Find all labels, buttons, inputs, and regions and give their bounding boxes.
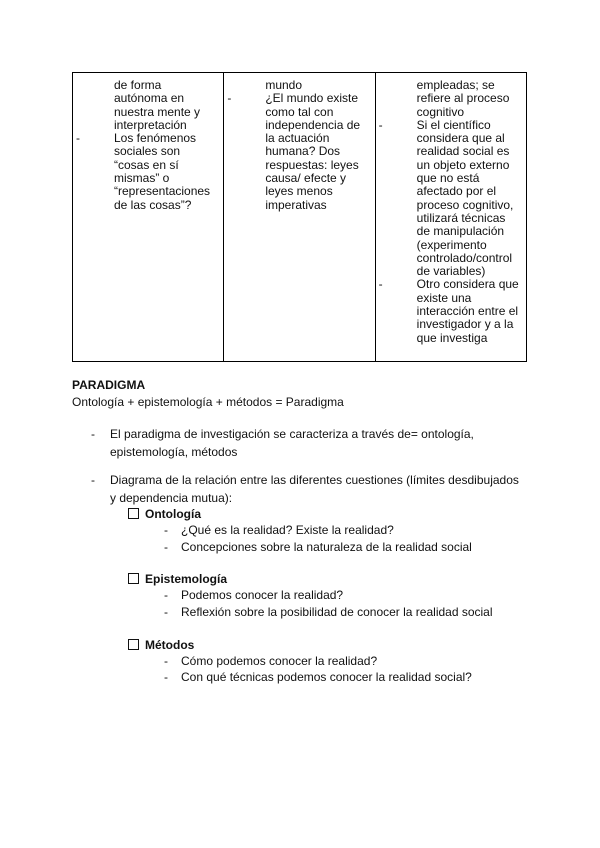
- section-heading: PARADIGMA: [72, 378, 146, 392]
- cell-text-line: independencia de: [265, 117, 361, 132]
- cell-text-line: autónoma en: [114, 91, 185, 106]
- cell-text-line: Otro considera que: [416, 277, 519, 292]
- dash-bullet: -: [91, 473, 95, 487]
- cell-text-line: existe una: [416, 290, 472, 305]
- list-item: [91, 472, 531, 507]
- dash-bullet: -: [227, 91, 232, 106]
- cell-text-line: que no está: [416, 171, 480, 186]
- cell-text-line: considera que al: [416, 131, 505, 146]
- cell-text-line: (experimento: [416, 237, 487, 252]
- cell-text-line: como tal con: [265, 104, 334, 119]
- cell-text-line: interacción entre el: [416, 304, 519, 319]
- cell-text-line: Los fenómenos: [114, 131, 197, 146]
- list-item: [164, 540, 472, 555]
- list-item-line: epistemología, métodos: [110, 444, 238, 459]
- dash-bullet: -: [91, 427, 95, 441]
- cell-text-line: utilizará técnicas: [416, 210, 506, 225]
- cell-text-line: “cosas en sí: [114, 157, 179, 172]
- cell-text-line: realidad social es: [416, 144, 510, 159]
- cell-text-line: ¿El mundo existe: [265, 91, 359, 106]
- cell-text-line: de las cosas”?: [114, 197, 192, 212]
- cell-text-line: Si el científico: [416, 117, 491, 132]
- paradigm-formula: Ontología + epistemología + métodos = Paradigma: [72, 395, 344, 409]
- section-title: Métodos: [145, 638, 195, 652]
- list-item-text: Concepciones sobre la naturaleza de la realidad social: [181, 540, 472, 554]
- cell-text-line: interpretación: [114, 117, 187, 132]
- cell-text-line: investigador y a la: [416, 317, 514, 332]
- list-item: [164, 523, 394, 538]
- cell-text-line: controlado/control: [416, 250, 513, 265]
- table-cell-3: [375, 73, 526, 361]
- section-epistemologia: [128, 572, 227, 587]
- cell-text-line: empleadas; se: [416, 78, 495, 92]
- dash-bullet: -: [76, 131, 80, 146]
- cell-text-line: humana? Dos: [265, 144, 341, 159]
- list-item: [91, 426, 531, 461]
- section-title: Epistemología: [145, 572, 228, 586]
- cell-text-line: refiere al proceso: [416, 91, 510, 106]
- cell-text-line: la actuación: [265, 131, 330, 146]
- cell-text-line: proceso cognitivo,: [416, 197, 514, 212]
- list-item-line: El paradigma de investigación se caracteriza a través de= ontología,: [110, 427, 474, 441]
- cell-text-line: “representaciones: [114, 184, 211, 199]
- comparison-table: [72, 72, 527, 362]
- cell-text-line: sociales son: [114, 144, 181, 159]
- cell-text-line: cognitivo: [416, 104, 465, 119]
- list-item-line: y dependencia mutua):: [110, 490, 233, 505]
- cell-text-line: un objeto externo: [416, 157, 510, 172]
- dash-bullet: -: [164, 605, 168, 619]
- checkbox-icon: [128, 573, 139, 584]
- cell-text-line: respuestas: leyes: [265, 157, 359, 172]
- list-item: [164, 605, 493, 620]
- checkbox-icon: [128, 508, 139, 519]
- cell-bullet: [227, 91, 366, 212]
- cell-text-line: de variables): [416, 264, 486, 279]
- cell-text-line: que investiga: [416, 330, 488, 345]
- cell-text-line: de forma: [114, 78, 162, 92]
- list-item-text: ¿Qué es la realidad? Existe la realidad?: [181, 523, 394, 537]
- cell-bullet: [378, 117, 521, 279]
- dash-bullet: -: [164, 588, 168, 602]
- dash-bullet: -: [378, 117, 383, 132]
- list-item: [164, 670, 472, 685]
- cell-text-line: leyes menos: [265, 184, 333, 199]
- cell-text-line: imperativas: [265, 197, 327, 212]
- list-item-line: Diagrama de la relación entre las diferentes cuestiones (límites desdibujados: [110, 473, 519, 487]
- cell-text-line: de manipulación: [416, 224, 505, 239]
- dash-bullet: -: [378, 277, 383, 292]
- section-metodos: [128, 638, 194, 653]
- list-item-text: Reflexión sobre la posibilidad de conocer la realidad social: [181, 605, 493, 619]
- checkbox-icon: [128, 639, 139, 650]
- cell-text-line: mundo: [265, 78, 303, 92]
- dash-bullet: -: [164, 540, 168, 554]
- section-title: Ontología: [145, 507, 201, 521]
- dash-bullet: -: [164, 670, 168, 684]
- list-item: [164, 588, 343, 603]
- cell-text-line: causa/ efecte y: [265, 171, 347, 186]
- table-cell-1: [73, 73, 223, 361]
- list-item-text: Podemos conocer la realidad?: [181, 588, 344, 602]
- list-item: [164, 654, 377, 669]
- list-item-text: Cómo podemos conocer la realidad?: [181, 654, 378, 668]
- cell-text-line: nuestra mente y: [114, 104, 201, 119]
- list-item-text: Con qué técnicas podemos conocer la realidad social?: [181, 670, 472, 684]
- cell-bullet: [76, 131, 213, 212]
- table-cell-2: [223, 73, 374, 361]
- cell-bullet: [378, 277, 521, 345]
- cell-text-line: mismas” o: [114, 171, 170, 186]
- dash-bullet: -: [164, 523, 168, 537]
- dash-bullet: -: [164, 654, 168, 668]
- section-ontologia: [128, 507, 201, 522]
- cell-text-line: afectado por el: [416, 184, 497, 199]
